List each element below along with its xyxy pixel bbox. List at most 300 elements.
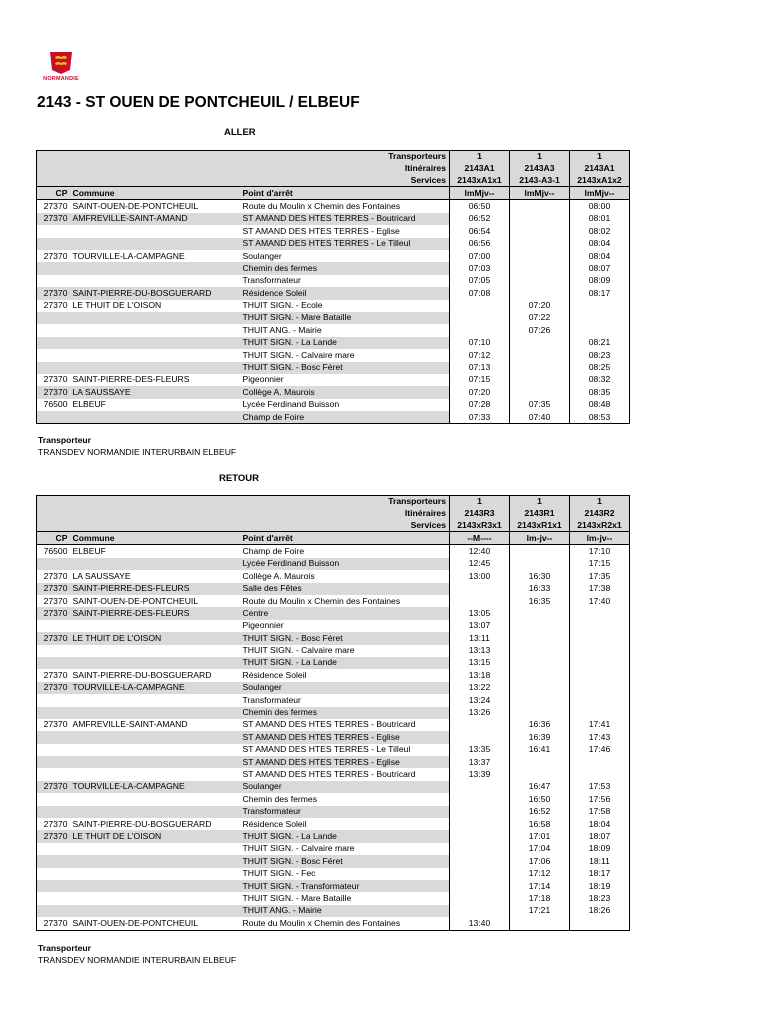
header-value: 1 <box>570 496 630 508</box>
cell-time <box>450 830 510 842</box>
table-row <box>37 374 630 386</box>
carrier-label-aller: Transporteur <box>38 435 92 445</box>
carrier-name-retour: TRANSDEV NORMANDIE INTERURBAIN ELBEUF <box>38 955 237 965</box>
cell-time: 16:36 <box>510 719 570 731</box>
cell-commune <box>71 275 241 287</box>
table-row <box>37 917 630 930</box>
cell-commune: SAINT-PIERRE-DU-BOSGUERARD <box>72 669 212 680</box>
cell-commune: SAINT-OUEN-DE-PONTCHEUIL <box>72 595 199 606</box>
cell-cp: 27370 <box>43 374 68 385</box>
header-label: Itinéraires <box>37 508 450 520</box>
cell-stop: Route du Moulin x Chemin des Fontaines <box>242 200 401 211</box>
cell-commune: SAINT-OUEN-DE-PONTCHEUIL <box>72 200 199 211</box>
timetable-retour <box>36 495 630 931</box>
cell-time: 07:08 <box>450 287 510 299</box>
cell-stop: ST AMAND DES HTES TERRES - Boutricard <box>242 719 416 730</box>
cell-time: 12:40 <box>450 545 510 558</box>
header-label: Services <box>37 174 450 186</box>
cell-time: 13:22 <box>450 682 510 694</box>
cell-cp <box>37 806 71 818</box>
cell-time <box>510 362 570 374</box>
cell-time: 13:40 <box>450 917 510 930</box>
cell-stop: Résidence Soleil <box>242 818 307 829</box>
cell-time <box>510 694 570 706</box>
table-row <box>37 349 630 361</box>
cell-commune: SAINT-PIERRE-DU-BOSGUERARD <box>72 818 212 829</box>
header-value: 2143xA1x1 <box>450 174 510 186</box>
cell-time <box>570 917 630 930</box>
cell-stop: ST AMAND DES HTES TERRES - Eglise <box>241 756 450 768</box>
header-value: 2143R2 <box>570 508 630 520</box>
cell-time <box>450 595 510 607</box>
cell-cp <box>37 275 71 287</box>
cell-commune <box>71 337 241 349</box>
cell-cp <box>37 645 71 657</box>
cell-time: 13:18 <box>450 669 510 681</box>
cell-time <box>570 657 630 669</box>
table-row <box>37 595 630 607</box>
cell-cp: 27370 <box>43 818 68 829</box>
section-label-retour: RETOUR <box>219 473 259 484</box>
cell-stop: THUIT ANG. - Mairie <box>242 324 322 335</box>
table-row <box>37 558 630 570</box>
cell-time: 18:17 <box>570 868 630 880</box>
cell-time <box>570 632 630 644</box>
cell-time <box>450 324 510 336</box>
cell-time <box>510 657 570 669</box>
cell-time: 17:12 <box>510 868 570 880</box>
cell-time: 17:43 <box>570 731 630 743</box>
header-label: Transporteurs <box>37 496 450 508</box>
cell-time <box>570 620 630 632</box>
cell-time: 17:04 <box>510 843 570 855</box>
cell-stop: Résidence Soleil <box>242 669 307 680</box>
cell-time: 08:02 <box>570 225 630 237</box>
cell-time: 17:06 <box>510 855 570 867</box>
header-value: 2143xR3x1 <box>450 519 510 531</box>
cell-cp <box>37 558 71 570</box>
header-label: Services <box>37 519 450 531</box>
cell-cp <box>37 905 71 917</box>
cell-time <box>510 238 570 250</box>
cell-time: 12:45 <box>450 558 510 570</box>
cell-cp: 27370 <box>43 570 68 581</box>
cell-cp: 76500 <box>43 399 68 410</box>
timetable-aller <box>36 150 630 424</box>
normandie-lions-icon <box>40 50 82 76</box>
cell-stop: THUIT SIGN. - La Lande <box>241 830 450 842</box>
header-value: 2143A1 <box>450 163 510 175</box>
cell-stop: THUIT SIGN. - Bosc Féret <box>241 855 450 867</box>
cell-time: 18:11 <box>570 855 630 867</box>
cell-time: 08:17 <box>570 287 630 299</box>
cell-commune: LE THUIT DE L'OISON <box>71 830 241 842</box>
cell-commune: LE THUIT DE L'OISON <box>72 300 162 311</box>
cell-time: 13:26 <box>450 707 510 719</box>
header-value: 2143A1 <box>570 163 630 175</box>
header-value: 1 <box>450 496 510 508</box>
cell-commune <box>71 349 241 361</box>
cell-cp <box>37 349 71 361</box>
table-row <box>37 362 630 374</box>
cell-time <box>510 607 570 619</box>
cell-time <box>570 300 630 312</box>
cell-cp <box>37 411 71 424</box>
cell-cp: 27370 <box>43 200 68 211</box>
cell-time: 13:07 <box>450 620 510 632</box>
cell-time: 17:01 <box>510 830 570 842</box>
cell-commune <box>71 694 241 706</box>
cell-time: 08:04 <box>570 250 630 262</box>
cell-cp: 27370 <box>43 669 68 680</box>
table-row <box>37 843 630 855</box>
table-row <box>37 707 630 719</box>
cell-commune: AMFREVILLE-SAINT-AMAND <box>72 719 188 730</box>
cell-commune <box>71 855 241 867</box>
cell-cp <box>37 707 71 719</box>
cell-time: 13:00 <box>450 570 510 582</box>
cell-time <box>510 200 570 213</box>
cell-cp <box>37 855 71 867</box>
cell-stop: Lycée Ferdinand Buisson <box>242 399 340 410</box>
cell-stop: THUIT ANG. - Mairie <box>241 905 450 917</box>
carrier-label-retour: Transporteur <box>38 943 92 953</box>
cell-time <box>510 558 570 570</box>
cell-time: 13:35 <box>450 744 510 756</box>
cell-time <box>450 818 510 830</box>
cell-cp <box>37 225 71 237</box>
table-row <box>37 892 630 904</box>
cell-time <box>570 694 630 706</box>
cell-time: 18:26 <box>570 905 630 917</box>
cell-time: 08:04 <box>570 238 630 250</box>
cell-time <box>570 324 630 336</box>
cell-stop: ST AMAND DES HTES TERRES - Le Tilleul <box>242 744 411 755</box>
column-header-days: lm-jv-- <box>570 532 630 545</box>
cell-stop: Chemin des fermes <box>241 262 450 274</box>
header-value: 2143xA1x2 <box>570 174 630 186</box>
cell-time <box>450 583 510 595</box>
table-row <box>37 632 630 644</box>
cell-time: 17:14 <box>510 880 570 892</box>
cell-cp <box>37 620 71 632</box>
header-value: 1 <box>450 151 510 163</box>
cell-commune <box>71 312 241 324</box>
table-row <box>37 275 630 287</box>
table-row <box>37 583 630 595</box>
cell-commune: TOURVILLE-LA-CAMPAGNE <box>71 781 241 793</box>
cell-stop: THUIT SIGN. - La Lande <box>241 657 450 669</box>
table-row <box>37 657 630 669</box>
cell-cp <box>37 731 71 743</box>
cell-commune: LA SAUSSAYE <box>71 386 241 398</box>
cell-commune <box>71 744 241 756</box>
cell-time: 07:12 <box>450 349 510 361</box>
table-row <box>37 213 630 225</box>
cell-commune: LE THUIT DE L'OISON <box>71 632 241 644</box>
cell-time <box>570 682 630 694</box>
column-header-stop: Point d'arrêt <box>241 187 450 200</box>
column-header-days: --M---- <box>450 532 510 545</box>
cell-cp <box>37 262 71 274</box>
column-header-days: lm-jv-- <box>510 532 570 545</box>
cell-time: 13:24 <box>450 694 510 706</box>
cell-time <box>450 731 510 743</box>
cell-time: 13:39 <box>450 768 510 780</box>
cell-cp: 27370 <box>37 781 71 793</box>
cell-cp <box>37 892 71 904</box>
cell-time: 07:20 <box>510 300 570 312</box>
cell-cp <box>37 337 71 349</box>
table-row <box>37 399 630 411</box>
cell-stop: Champ de Foire <box>241 411 450 424</box>
cell-cp: 27370 <box>37 830 71 842</box>
cell-time: 08:01 <box>570 213 630 225</box>
cell-commune <box>71 645 241 657</box>
header-label: Transporteurs <box>37 151 450 163</box>
column-header-row <box>37 187 630 200</box>
header-row <box>37 151 630 163</box>
cell-time: 07:28 <box>450 399 510 411</box>
cell-time <box>510 645 570 657</box>
cell-time: 08:25 <box>570 362 630 374</box>
cell-time: 08:07 <box>570 262 630 274</box>
cell-time: 16:58 <box>510 818 570 830</box>
cell-stop: Route du Moulin x Chemin des Fontaines <box>242 595 401 606</box>
cell-stop: Pigeonnier <box>242 374 284 385</box>
cell-time <box>450 719 510 731</box>
cell-time: 16:41 <box>510 744 570 756</box>
table-row <box>37 806 630 818</box>
cell-cp <box>37 744 71 756</box>
cell-time <box>570 669 630 681</box>
cell-cp: 27370 <box>43 719 68 730</box>
cell-time <box>450 806 510 818</box>
cell-time <box>510 262 570 274</box>
cell-stop: Chemin des fermes <box>241 707 450 719</box>
cell-time: 07:20 <box>450 386 510 398</box>
header-value: 2143xR1x1 <box>510 519 570 531</box>
column-header-days: lmMjv-- <box>570 187 630 200</box>
column-header-stop: Point d'arrêt <box>241 532 450 545</box>
cell-time <box>570 756 630 768</box>
cell-cp: 27370 <box>37 682 71 694</box>
header-value: 1 <box>570 151 630 163</box>
cell-time <box>450 300 510 312</box>
column-header-days: lmMjv-- <box>450 187 510 200</box>
cell-time <box>450 868 510 880</box>
table-row <box>37 880 630 892</box>
cell-time: 06:56 <box>450 238 510 250</box>
cell-time: 17:21 <box>510 905 570 917</box>
cell-time <box>510 337 570 349</box>
cell-commune: SAINT-PIERRE-DU-BOSGUERARD <box>71 287 241 299</box>
cell-time <box>450 905 510 917</box>
cell-time <box>510 545 570 558</box>
cell-time: 07:15 <box>450 374 510 386</box>
cell-time: 07:26 <box>510 324 570 336</box>
table-row <box>37 620 630 632</box>
header-value: 1 <box>510 496 570 508</box>
cell-stop: Lycée Ferdinand Buisson <box>241 558 450 570</box>
cell-commune: SAINT-OUEN-DE-PONTCHEUIL <box>72 917 199 928</box>
cell-cp <box>37 324 71 336</box>
table-row <box>37 262 630 274</box>
cell-cp <box>37 793 71 805</box>
cell-stop: Transformateur <box>241 806 450 818</box>
cell-stop: THUIT SIGN. - Bosc Féret <box>241 632 450 644</box>
header-row <box>37 163 630 175</box>
cell-stop: Chemin des fermes <box>242 793 318 804</box>
cell-stop: THUIT SIGN. - Calvaire mare <box>242 843 355 854</box>
table-row <box>37 337 630 349</box>
table-row <box>37 250 630 262</box>
cell-commune: SAINT-PIERRE-DES-FLEURS <box>72 374 190 385</box>
cell-time: 07:00 <box>450 250 510 262</box>
cell-time <box>450 781 510 793</box>
cell-time <box>510 682 570 694</box>
cell-cp <box>37 756 71 768</box>
cell-cp: 27370 <box>37 607 71 619</box>
cell-commune <box>71 362 241 374</box>
table-row <box>37 719 630 731</box>
table-row <box>37 694 630 706</box>
cell-time: 13:15 <box>450 657 510 669</box>
cell-time: 07:10 <box>450 337 510 349</box>
cell-commune: ELBEUF <box>72 545 106 556</box>
cell-stop: Soulanger <box>242 250 282 261</box>
cell-time <box>570 768 630 780</box>
cell-time <box>570 707 630 719</box>
cell-time: 07:33 <box>450 411 510 424</box>
table-row <box>37 682 630 694</box>
cell-time: 17:53 <box>570 781 630 793</box>
cell-cp: 27370 <box>37 583 71 595</box>
cell-stop: THUIT SIGN. - Bosc Féret <box>241 362 450 374</box>
cell-time: 16:35 <box>510 595 570 607</box>
cell-time <box>510 213 570 225</box>
cell-time: 16:33 <box>510 583 570 595</box>
header-label: Itinéraires <box>37 163 450 175</box>
cell-commune <box>71 707 241 719</box>
cell-commune <box>71 558 241 570</box>
cell-time <box>510 349 570 361</box>
header-value: 2143-A3-1 <box>510 174 570 186</box>
cell-time <box>510 669 570 681</box>
table-row <box>37 855 630 867</box>
column-header-row <box>37 532 630 545</box>
cell-time: 17:56 <box>570 793 630 805</box>
cell-time: 07:35 <box>510 399 570 411</box>
table-row <box>37 756 630 768</box>
header-value: 2143xR2x1 <box>570 519 630 531</box>
cell-cp: 27370 <box>37 386 71 398</box>
normandie-logo <box>40 50 82 84</box>
cell-commune <box>71 905 241 917</box>
cell-time: 18:07 <box>570 830 630 842</box>
cell-time <box>450 892 510 904</box>
cell-time: 08:23 <box>570 349 630 361</box>
column-header-commune: Commune <box>71 532 241 545</box>
cell-cp <box>37 768 71 780</box>
cell-stop: ST AMAND DES HTES TERRES - Le Tilleul <box>241 238 450 250</box>
cell-stop: Route du Moulin x Chemin des Fontaines <box>242 917 401 928</box>
table-row <box>37 386 630 398</box>
cell-cp: 27370 <box>43 250 68 261</box>
cell-time <box>510 225 570 237</box>
table-row <box>37 225 630 237</box>
cell-stop: Résidence Soleil <box>241 287 450 299</box>
table-row <box>37 793 630 805</box>
cell-commune: TOURVILLE-LA-CAMPAGNE <box>71 682 241 694</box>
cell-stop: Soulanger <box>241 781 450 793</box>
cell-time <box>510 250 570 262</box>
cell-time: 06:52 <box>450 213 510 225</box>
header-value: 2143R1 <box>510 508 570 520</box>
cell-time: 07:03 <box>450 262 510 274</box>
table-row <box>37 238 630 250</box>
page-title: 2143 - ST OUEN DE PONTCHEUIL / ELBEUF <box>37 94 360 111</box>
cell-commune: AMFREVILLE-SAINT-AMAND <box>71 213 241 225</box>
timetable-retour-body <box>37 496 630 931</box>
cell-time: 16:47 <box>510 781 570 793</box>
cell-time <box>570 312 630 324</box>
cell-commune <box>71 892 241 904</box>
cell-commune: SAINT-PIERRE-DES-FLEURS <box>71 583 241 595</box>
cell-time <box>510 632 570 644</box>
table-row <box>37 545 630 558</box>
cell-stop: Soulanger <box>241 682 450 694</box>
cell-commune <box>71 731 241 743</box>
header-row <box>37 496 630 508</box>
cell-stop: THUIT SIGN. - Calvaire mare <box>242 645 355 656</box>
cell-commune <box>71 843 241 855</box>
header-value: 1 <box>510 151 570 163</box>
cell-time: 08:09 <box>570 275 630 287</box>
cell-cp: 27370 <box>43 595 68 606</box>
cell-commune <box>71 262 241 274</box>
section-label-aller: ALLER <box>224 127 256 138</box>
table-row <box>37 607 630 619</box>
cell-stop: Pigeonnier <box>242 620 284 631</box>
cell-time <box>450 843 510 855</box>
column-header-commune: Commune <box>71 187 241 200</box>
cell-time: 13:13 <box>450 645 510 657</box>
cell-time: 08:00 <box>570 200 630 213</box>
table-row <box>37 287 630 299</box>
cell-time: 07:40 <box>510 411 570 424</box>
cell-commune: TOURVILLE-LA-CAMPAGNE <box>72 250 185 261</box>
cell-stop: Centre <box>241 607 450 619</box>
cell-time <box>450 880 510 892</box>
cell-stop: THUIT SIGN. - Transformateur <box>241 880 450 892</box>
table-row <box>37 768 630 780</box>
table-row <box>37 324 630 336</box>
cell-time <box>510 707 570 719</box>
cell-time: 08:21 <box>570 337 630 349</box>
cell-stop: THUIT SIGN. - Calvaire mare <box>242 349 355 360</box>
cell-time: 18:19 <box>570 880 630 892</box>
cell-stop: ST AMAND DES HTES TERRES - Eglise <box>242 225 400 236</box>
cell-commune <box>71 756 241 768</box>
cell-stop: ST AMAND DES HTES TERRES - Eglise <box>241 731 450 743</box>
cell-commune <box>71 620 241 632</box>
cell-commune: SAINT-PIERRE-DES-FLEURS <box>71 607 241 619</box>
cell-time: 17:46 <box>570 744 630 756</box>
table-row <box>37 868 630 880</box>
cell-stop: Salle des Fêtes <box>241 583 450 595</box>
table-row <box>37 645 630 657</box>
